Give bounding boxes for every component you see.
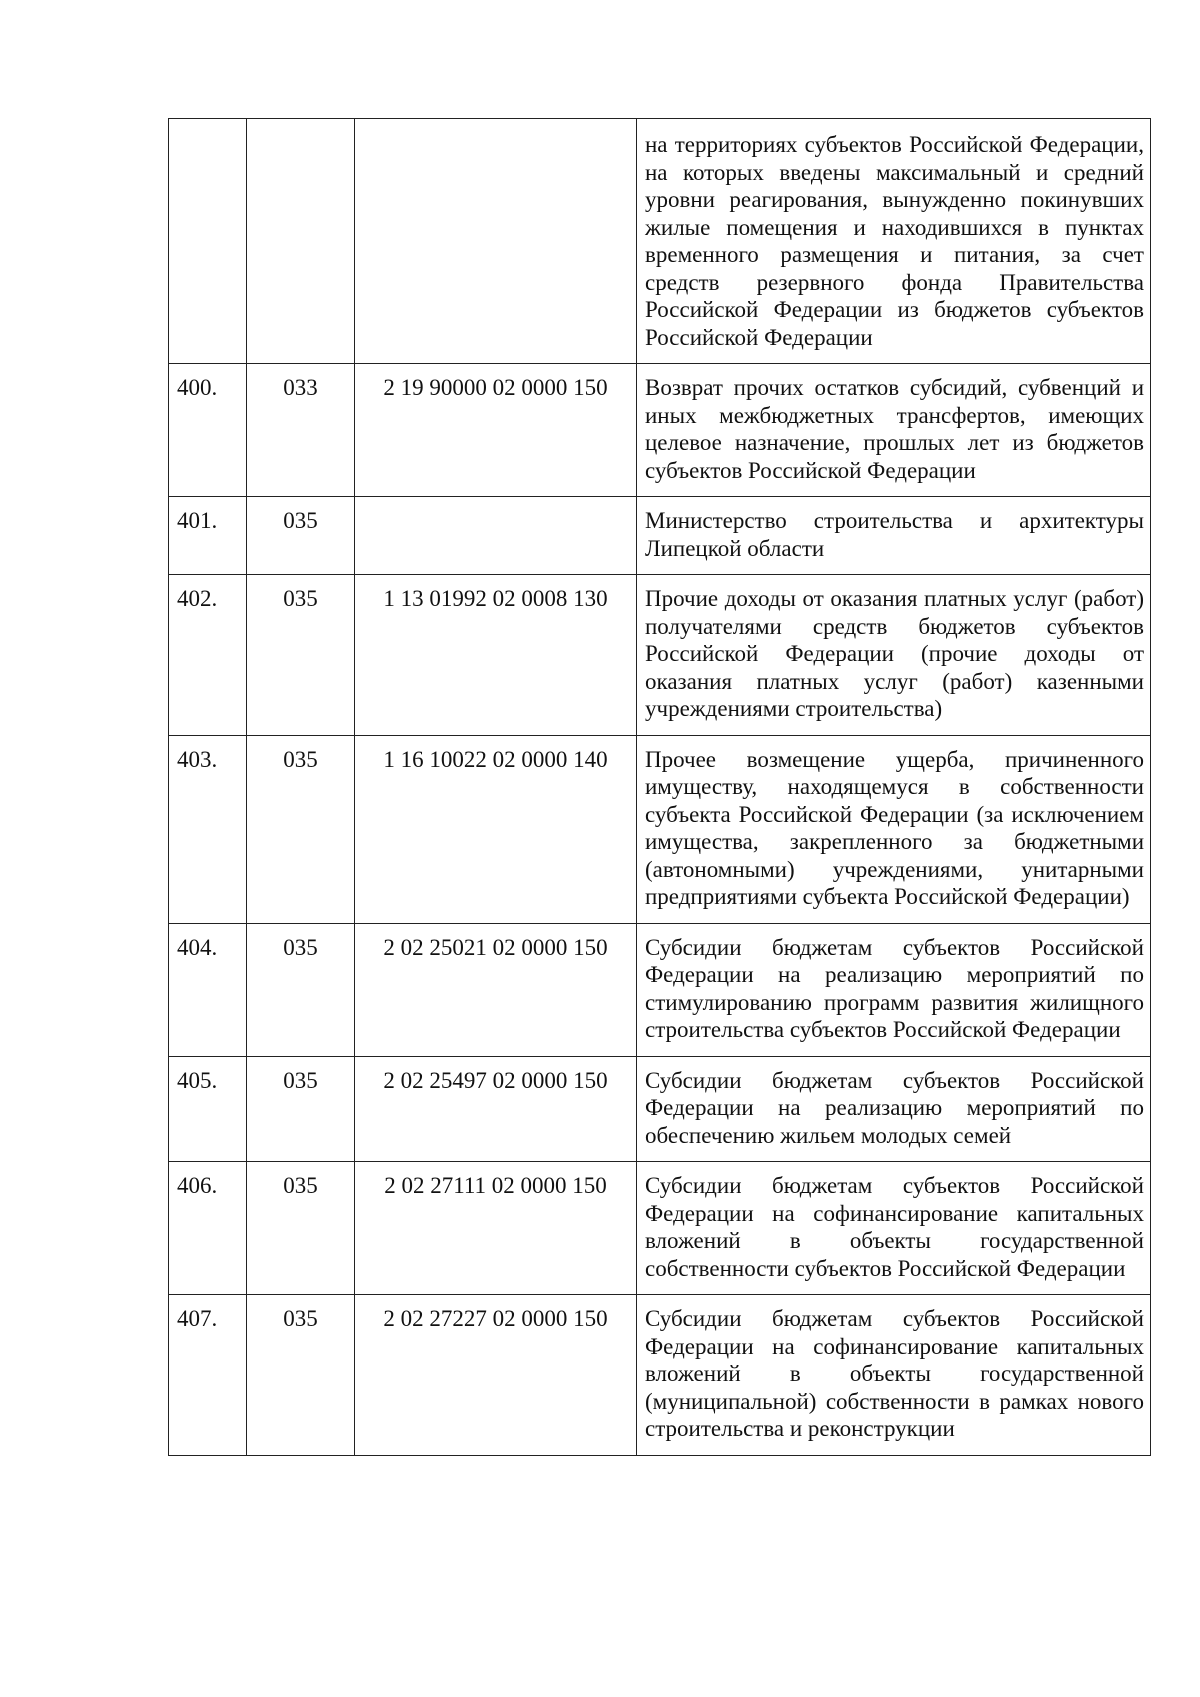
- row-number-cell: 400.: [169, 364, 247, 497]
- description-cell: Субсидии бюджетам субъектов Российской Федерации на реализацию мероприятий по стимулированию программ развития жилищного строительства субъектов Российской Федерации: [637, 923, 1151, 1056]
- revenue-code-cell: 1 16 10022 02 0000 140: [355, 735, 637, 923]
- row-number-cell: 404.: [169, 923, 247, 1056]
- description-cell: Субсидии бюджетам субъектов Российской Федерации на реализацию мероприятий по обеспечению жильем молодых семей: [637, 1056, 1151, 1162]
- row-number-cell: 402.: [169, 575, 247, 736]
- revenue-code-cell: [355, 119, 637, 364]
- revenue-code-cell: 2 02 25021 02 0000 150: [355, 923, 637, 1056]
- administrator-code-cell: 035: [247, 1295, 355, 1456]
- description-cell: Прочие доходы от оказания платных услуг (работ) получателями средств бюджетов субъектов Российской Федерации (прочие доходы от оказания платных услуг (работ) казенными учреждениями строительства): [637, 575, 1151, 736]
- table-row: [169, 575, 1151, 736]
- table-row: [169, 1295, 1151, 1456]
- row-number-cell: 407.: [169, 1295, 247, 1456]
- administrator-code-cell: 035: [247, 735, 355, 923]
- administrator-code-cell: 035: [247, 497, 355, 575]
- row-number-cell: [169, 119, 247, 364]
- administrator-code-cell: 035: [247, 575, 355, 736]
- table-row: [169, 1056, 1151, 1162]
- table-row: [169, 923, 1151, 1056]
- administrator-code-cell: 035: [247, 923, 355, 1056]
- row-number-cell: 401.: [169, 497, 247, 575]
- administrator-code-cell: [247, 119, 355, 364]
- row-number-cell: 405.: [169, 1056, 247, 1162]
- table-row: [169, 735, 1151, 923]
- row-number-cell: 403.: [169, 735, 247, 923]
- revenue-codes-table: [168, 118, 1151, 1456]
- table-row: [169, 497, 1151, 575]
- description-cell: на территориях субъектов Российской Федерации, на которых введены максимальный и средний уровни реагирования, вынужденно покинувших жилые помещения и находившихся в пунктах временного размещения и питания, за счет средств резервного фонда Правительства Российской Федерации из бюджетов субъектов Российской Федерации: [637, 119, 1151, 364]
- revenue-code-cell: [355, 497, 637, 575]
- administrator-code-cell: 035: [247, 1162, 355, 1295]
- table-row: [169, 1162, 1151, 1295]
- revenue-code-cell: 2 19 90000 02 0000 150: [355, 364, 637, 497]
- table-row: [169, 119, 1151, 364]
- revenue-code-cell: 2 02 27111 02 0000 150: [355, 1162, 637, 1295]
- revenue-code-cell: 2 02 27227 02 0000 150: [355, 1295, 637, 1456]
- administrator-code-cell: 035: [247, 1056, 355, 1162]
- description-cell: Прочее возмещение ущерба, причиненного имуществу, находящемуся в собственности субъекта Российской Федерации (за исключением имущества, закрепленного за бюджетными (автономными) учреждениями, унитарными предприятиями субъекта Российской Федерации): [637, 735, 1151, 923]
- description-cell: Возврат прочих остатков субсидий, субвенций и иных межбюджетных трансфертов, имеющих целевое назначение, прошлых лет из бюджетов субъектов Российской Федерации: [637, 364, 1151, 497]
- table-row: [169, 364, 1151, 497]
- administrator-code-cell: 033: [247, 364, 355, 497]
- revenue-code-cell: 2 02 25497 02 0000 150: [355, 1056, 637, 1162]
- description-cell: Министерство строительства и архитектуры Липецкой области: [637, 497, 1151, 575]
- description-cell: Субсидии бюджетам субъектов Российской Федерации на софинансирование капитальных вложений в объекты государственной собственности субъектов Российской Федерации: [637, 1162, 1151, 1295]
- revenue-code-cell: 1 13 01992 02 0008 130: [355, 575, 637, 736]
- description-cell: Субсидии бюджетам субъектов Российской Федерации на софинансирование капитальных вложений в объекты государственной (муниципальной) собственности в рамках нового строительства и реконструкции: [637, 1295, 1151, 1456]
- row-number-cell: 406.: [169, 1162, 247, 1295]
